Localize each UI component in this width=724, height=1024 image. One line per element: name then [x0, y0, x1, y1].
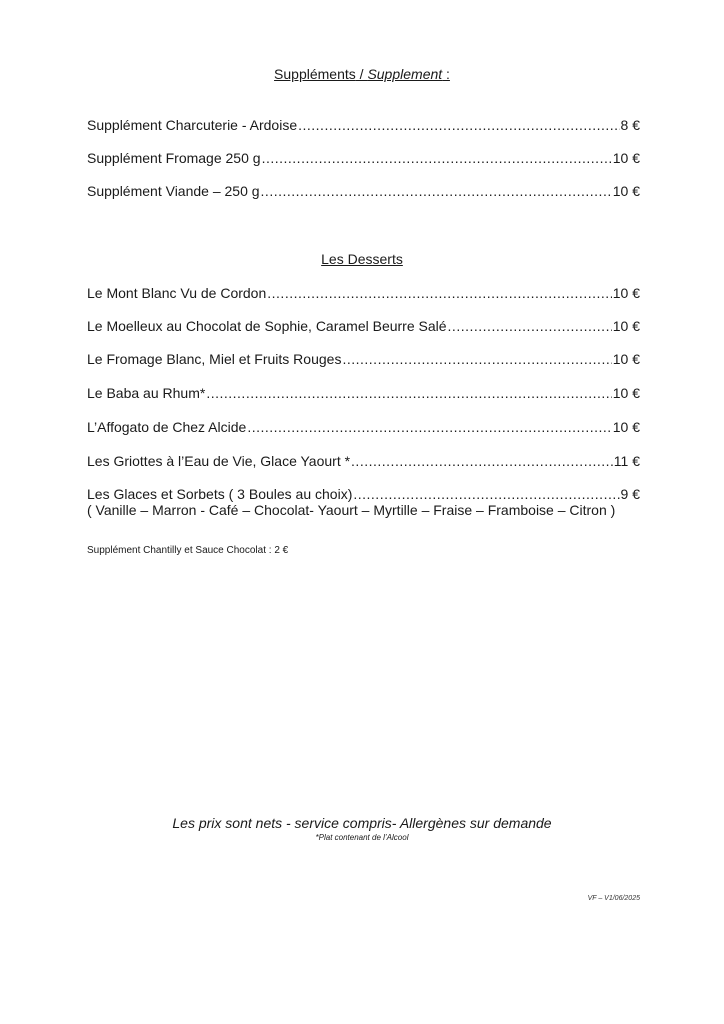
menu-item-supplement-charcuterie: [87, 117, 640, 133]
dot-leader: [448, 318, 612, 334]
item-name: Les Glaces et Sorbets ( 3 Boules au choix): [87, 486, 353, 502]
item-name: Le Mont Blanc Vu de Cordon: [87, 285, 267, 301]
menu-item-supplement-viande: [87, 183, 640, 199]
supplements-heading-fr: Suppléments: [274, 66, 356, 82]
dot-leader: [298, 117, 619, 133]
item-price: 10 €: [612, 285, 640, 301]
item-name: Supplément Charcuterie - Ardoise: [87, 117, 298, 133]
item-name: Le Baba au Rhum*: [87, 385, 206, 401]
dot-leader: [261, 183, 612, 199]
dot-leader: [262, 150, 612, 166]
dot-leader: [267, 285, 611, 301]
item-price: 10 €: [612, 183, 640, 199]
dot-leader: [247, 419, 611, 435]
desserts-heading-text: Les Desserts: [321, 251, 403, 267]
ice-cream-flavours: ( Vanille – Marron - Café – Chocolat- Yaourt – Myrtille – Fraise – Framboise – Citron ): [87, 502, 616, 518]
menu-item-dessert: [87, 385, 640, 401]
menu-item-dessert: [87, 318, 640, 334]
item-name: Supplément Viande – 250 g: [87, 183, 260, 199]
item-price: 10 €: [612, 385, 640, 401]
item-price: 11 €: [613, 453, 640, 469]
item-name: Le Moelleux au Chocolat de Sophie, Caramel Beurre Salé: [87, 318, 447, 334]
item-name: Le Fromage Blanc, Miel et Fruits Rouges: [87, 351, 342, 367]
menu-item-supplement-fromage: [87, 150, 640, 166]
item-name: Les Griottes à l’Eau de Vie, Glace Yaourt *: [87, 453, 351, 469]
menu-item-dessert: [87, 453, 640, 469]
menu-item-dessert: [87, 486, 640, 502]
item-price: 10 €: [612, 419, 640, 435]
item-name: L’Affogato de Chez Alcide: [87, 419, 247, 435]
extra-supplement-note: Supplément Chantilly et Sauce Chocolat : 2 €: [87, 545, 289, 556]
desserts-heading: [0, 251, 724, 267]
supplements-heading-colon: :: [442, 66, 450, 82]
item-price: 10 €: [612, 351, 640, 367]
dot-leader: [342, 351, 611, 367]
supplements-heading: [0, 66, 724, 82]
item-name: Supplément Fromage 250 g: [87, 150, 261, 166]
footer-alcohol-note: *Plat contenant de l’Alcool: [315, 833, 409, 842]
menu-item-dessert: [87, 351, 640, 367]
supplements-heading-sep: /: [355, 66, 368, 82]
dot-leader: [206, 385, 611, 401]
item-price: 10 €: [612, 318, 640, 334]
item-price: 8 €: [620, 117, 640, 133]
footer-prices-note: Les prix sont nets - service compris- Allergènes sur demande: [172, 815, 552, 831]
item-price: 9 €: [620, 486, 640, 502]
item-price: 10 €: [612, 150, 640, 166]
dot-leader: [351, 453, 613, 469]
supplements-heading-en: Supplement: [367, 66, 443, 82]
menu-item-dessert: [87, 419, 640, 435]
menu-item-dessert: [87, 285, 640, 301]
version-label: VF – V1/06/2025: [587, 895, 640, 902]
dot-leader: [353, 486, 619, 502]
